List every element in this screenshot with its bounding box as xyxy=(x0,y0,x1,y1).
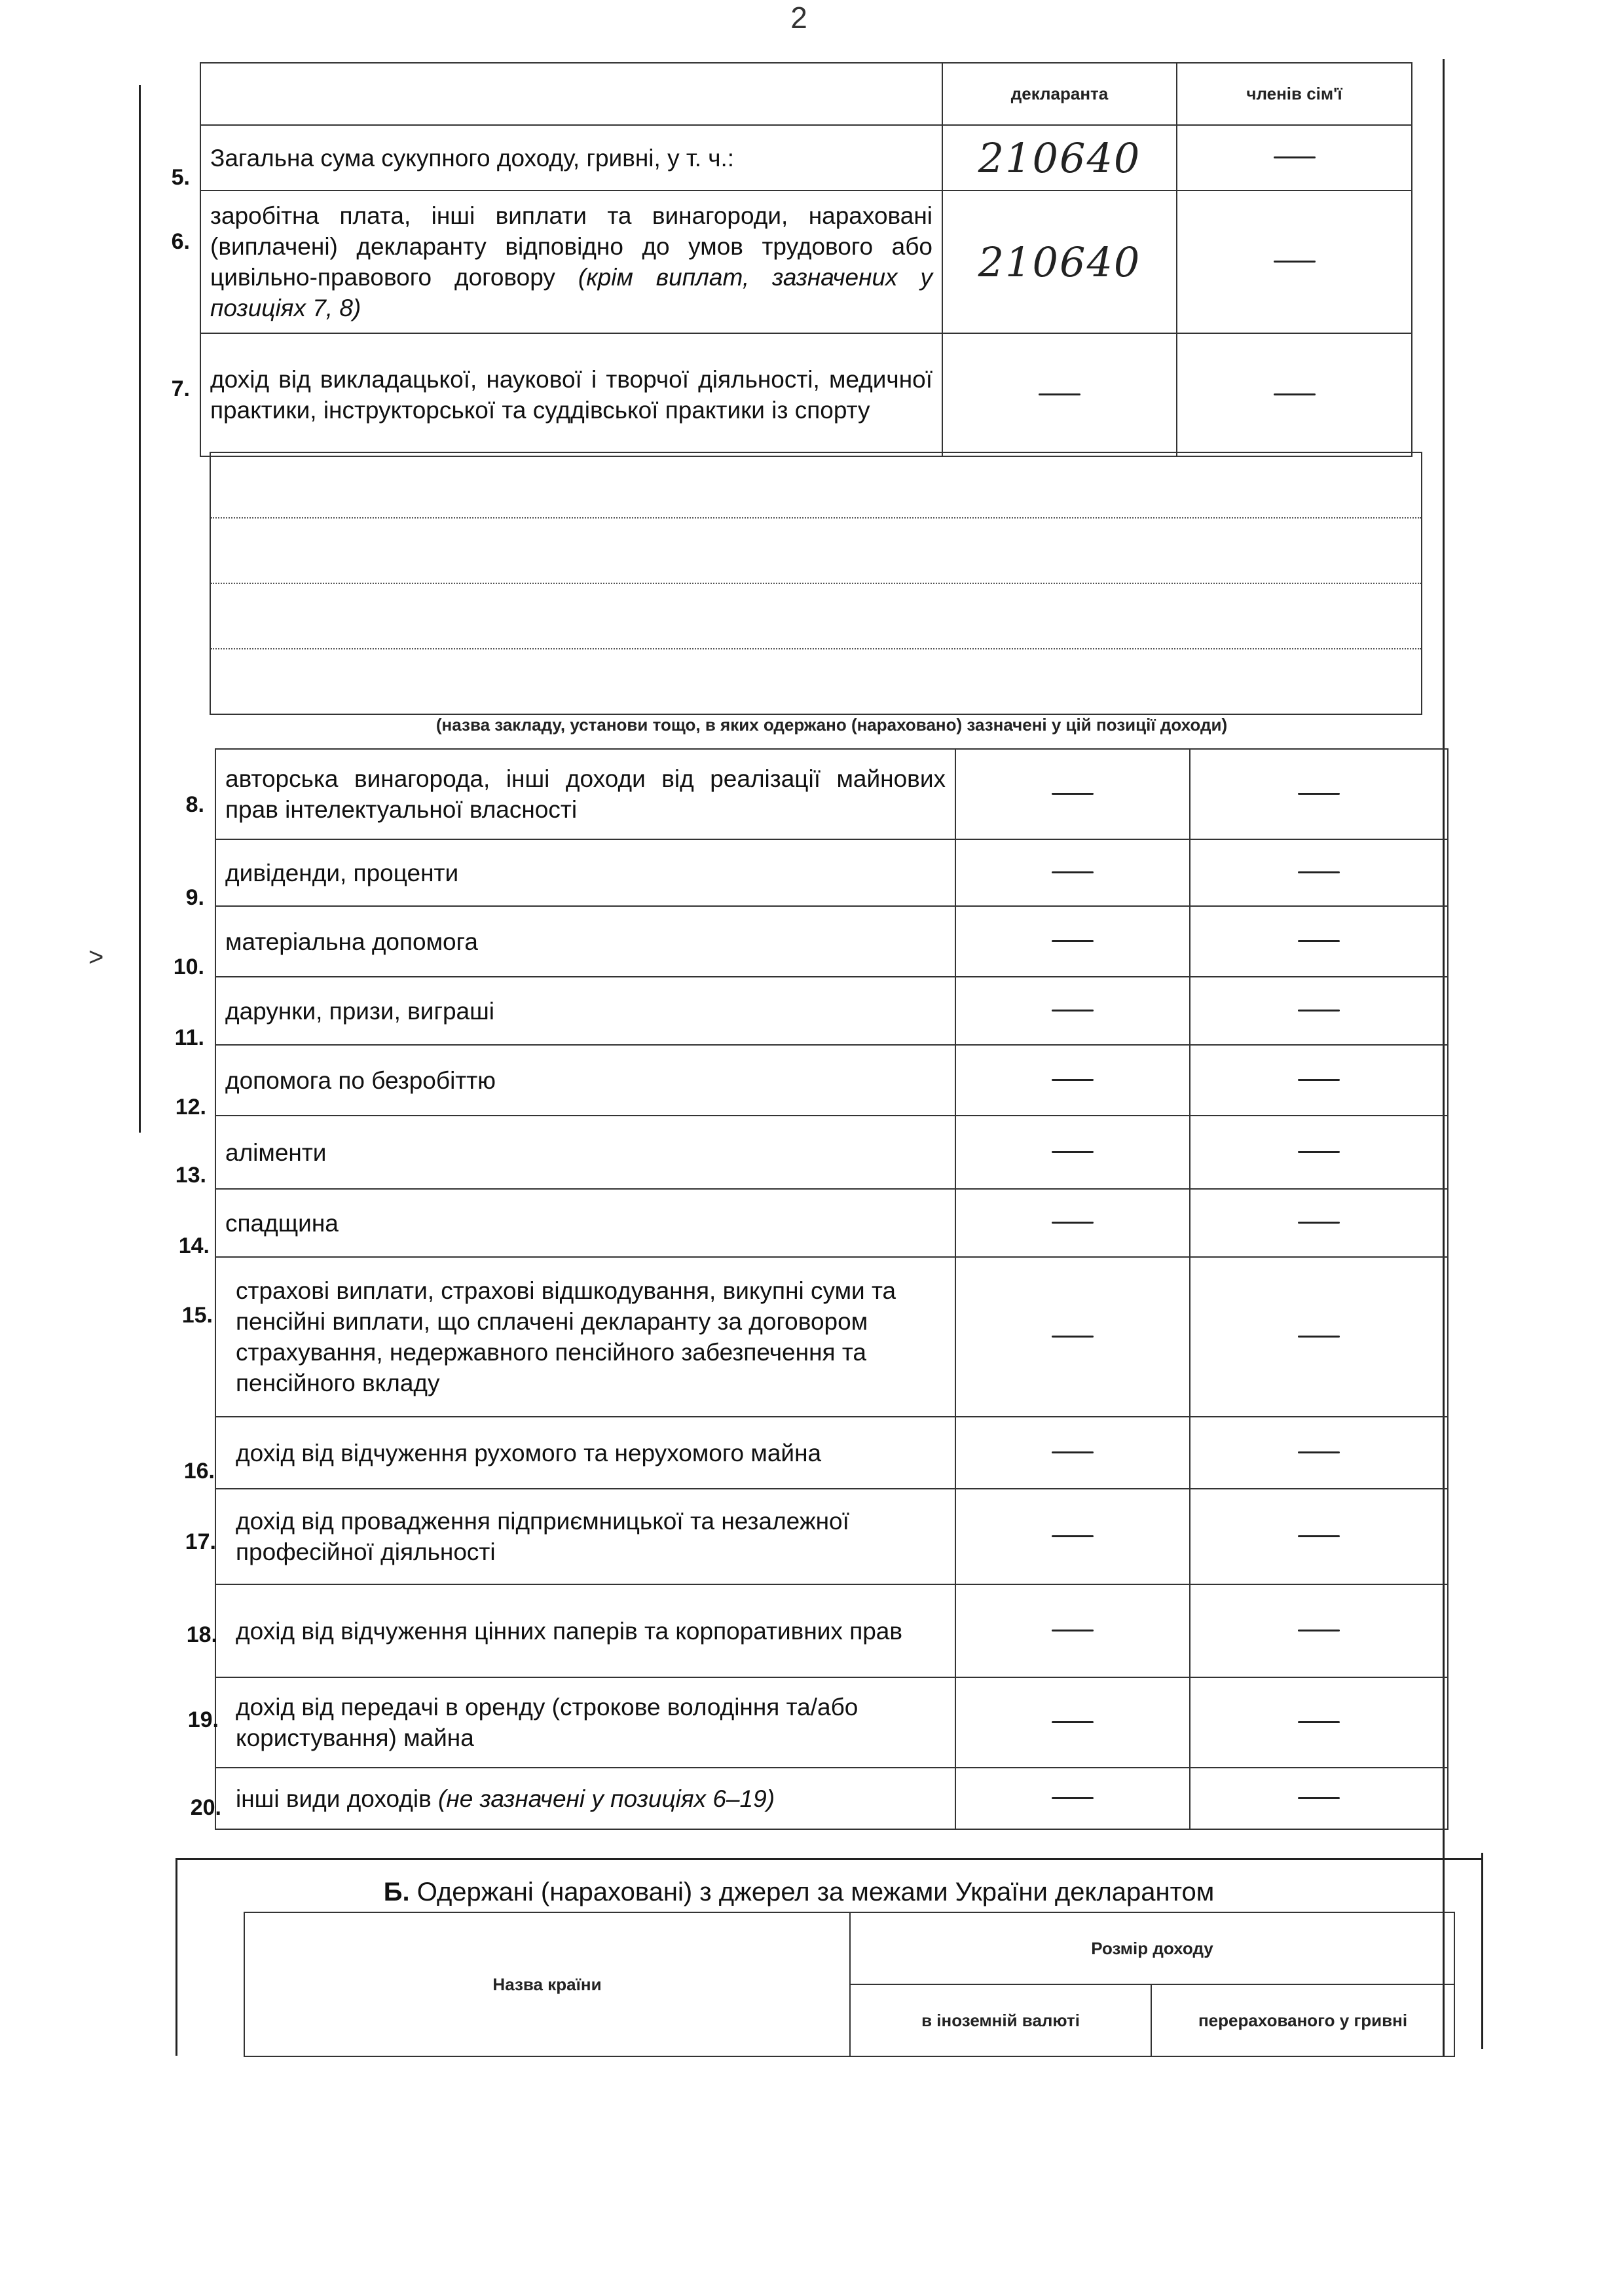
foreign-header-row-1 xyxy=(244,1912,1454,1984)
row-9-number: 9. xyxy=(185,885,204,910)
row-12 xyxy=(215,1045,1448,1116)
dash-mark xyxy=(1298,1010,1340,1011)
dash-mark xyxy=(1298,1079,1340,1081)
dash-mark xyxy=(1052,1451,1094,1453)
dash-mark xyxy=(1052,1222,1094,1224)
row-6-text xyxy=(200,191,942,333)
blank-line-cell xyxy=(210,649,1422,714)
dash-mark xyxy=(1052,1797,1094,1799)
row-10-text: матеріальна допомога xyxy=(215,906,955,977)
dash-mark xyxy=(1052,871,1094,873)
row-20-text-main: інші види доходів xyxy=(236,1785,432,1812)
row-19-family-dash xyxy=(1190,1677,1448,1768)
row-17-declarant-dash xyxy=(955,1489,1190,1584)
institution-caption: (назва закладу, установи тощо, в яких одержано (нараховано) зазначені у цій позиції доходи) xyxy=(435,715,1228,735)
row-14-text: спадщина xyxy=(215,1189,955,1257)
row-15-text: страхові виплати, страхові відшкодування, викупні суми та пенсійні виплати, що сплачені декларанту за договором страхування, недержавного пенсійного забезпечення та пенсійного вкладу xyxy=(215,1257,955,1417)
row-9 xyxy=(215,839,1448,906)
row-6-number: 6. xyxy=(171,229,190,254)
row-19-text: дохід від передачі в оренду (строкове володіння та/або користування) майна xyxy=(215,1677,955,1768)
row-9-declarant-dash xyxy=(955,839,1190,906)
dash-mark xyxy=(1052,1079,1094,1081)
frame-right-line-lower xyxy=(1481,1853,1483,2049)
section-b-heading xyxy=(275,1878,1323,1907)
dash-mark xyxy=(1298,1151,1340,1153)
dash-mark xyxy=(1298,940,1340,942)
row-9-family-dash xyxy=(1190,839,1448,906)
row-19-number: 19. xyxy=(187,1707,219,1732)
blank-line-cell xyxy=(210,452,1422,518)
row-8 xyxy=(215,749,1448,839)
dash-mark xyxy=(1298,1535,1340,1537)
dash-mark xyxy=(1052,1630,1094,1631)
row-20-text xyxy=(215,1768,955,1829)
header-family: членів сім'ї xyxy=(1177,63,1412,125)
dash-mark xyxy=(1274,156,1316,158)
row-12-declarant-dash xyxy=(955,1045,1190,1116)
dash-mark xyxy=(1298,1630,1340,1631)
frame-left-line-lower xyxy=(175,1859,177,2056)
dash-mark xyxy=(1298,1336,1340,1338)
dash-mark xyxy=(1052,1721,1094,1723)
row-5-number: 5. xyxy=(171,165,190,190)
row-6 xyxy=(200,191,1412,333)
row-6-text-italic: (крім виплат, зазначених у позиціях 7, 8) xyxy=(210,264,932,321)
row-17-family-dash xyxy=(1190,1489,1448,1584)
header-empty-cell xyxy=(200,63,942,125)
row-10-family-dash xyxy=(1190,906,1448,977)
dash-mark xyxy=(1039,393,1080,395)
row-20-text-italic: (не зазначені у позиціях 6–19) xyxy=(438,1785,775,1812)
row-14-number: 14. xyxy=(178,1233,210,1258)
row-14-family-dash xyxy=(1190,1189,1448,1257)
row-7-family-dash xyxy=(1177,333,1412,456)
dash-mark xyxy=(1298,871,1340,873)
dash-mark xyxy=(1298,793,1340,795)
blank-line xyxy=(210,649,1422,714)
row-11-family-dash xyxy=(1190,977,1448,1045)
dash-mark xyxy=(1052,940,1094,942)
row-7-declarant-dash xyxy=(942,333,1177,456)
income-table-bottom xyxy=(215,748,1449,1830)
dash-mark xyxy=(1298,1451,1340,1453)
row-6-family-dash xyxy=(1177,191,1412,333)
row-6-text-main: заробітна плата, інші виплати та винагороди, нараховані (виплачені) декларанту відповідно до умов трудового або цивільно-правового договору xyxy=(210,202,932,291)
institution-blank-lines xyxy=(210,452,1422,715)
row-7-number: 7. xyxy=(171,376,190,401)
row-19 xyxy=(215,1677,1448,1768)
dash-mark xyxy=(1052,1151,1094,1153)
row-5-family-dash xyxy=(1177,125,1412,191)
dash-mark xyxy=(1052,793,1094,795)
dash-mark xyxy=(1274,393,1316,395)
row-10-declarant-dash xyxy=(955,906,1190,977)
row-6-declarant-handwritten: 210640 xyxy=(942,191,1177,333)
row-11-text: дарунки, призи, виграші xyxy=(215,977,955,1045)
row-5-declarant-handwritten: 210640 xyxy=(942,125,1177,191)
row-8-family-dash xyxy=(1190,749,1448,839)
row-17-number: 17. xyxy=(185,1529,216,1554)
row-8-number: 8. xyxy=(185,792,204,817)
row-16-declarant-dash xyxy=(955,1417,1190,1489)
header-amount: Розмір доходу xyxy=(850,1912,1454,1984)
row-13-text: аліменти xyxy=(215,1116,955,1189)
row-20-family-dash xyxy=(1190,1768,1448,1829)
blank-line xyxy=(210,452,1422,518)
dash-mark xyxy=(1274,261,1316,263)
row-18-number: 18. xyxy=(186,1622,217,1647)
row-9-text: дивіденди, проценти xyxy=(215,839,955,906)
row-5 xyxy=(200,125,1412,191)
row-18-declarant-dash xyxy=(955,1584,1190,1677)
row-10 xyxy=(215,906,1448,977)
dash-mark xyxy=(1052,1535,1094,1537)
row-16-family-dash xyxy=(1190,1417,1448,1489)
row-15-number: 15. xyxy=(181,1303,213,1328)
margin-mark: > xyxy=(88,943,104,972)
blank-line-cell xyxy=(210,583,1422,649)
frame-separator-line xyxy=(175,1858,1482,1860)
row-8-declarant-dash xyxy=(955,749,1190,839)
row-18 xyxy=(215,1584,1448,1677)
income-table-top xyxy=(200,62,1412,457)
header-uah: перерахованого у гривні xyxy=(1151,1984,1454,2056)
row-20-number: 20. xyxy=(190,1795,221,1820)
row-17 xyxy=(215,1489,1448,1584)
header-foreign-currency: в іноземній валюті xyxy=(850,1984,1151,2056)
row-12-family-dash xyxy=(1190,1045,1448,1116)
row-5-text: Загальна сума сукупного доходу, гривні, у т. ч.: xyxy=(200,125,942,191)
row-18-family-dash xyxy=(1190,1584,1448,1677)
blank-line xyxy=(210,518,1422,583)
row-16-text: дохід від відчуження рухомого та нерухомого майна xyxy=(215,1417,955,1489)
row-15 xyxy=(215,1257,1448,1417)
row-14-declarant-dash xyxy=(955,1189,1190,1257)
row-20 xyxy=(215,1768,1448,1829)
row-15-family-dash xyxy=(1190,1257,1448,1417)
row-12-number: 12. xyxy=(175,1095,206,1120)
table-header-row xyxy=(200,63,1412,125)
row-13-declarant-dash xyxy=(955,1116,1190,1189)
row-11-number: 11. xyxy=(174,1025,204,1050)
row-11 xyxy=(215,977,1448,1045)
page-number: 2 xyxy=(790,1,807,35)
row-16 xyxy=(215,1417,1448,1489)
row-8-text: авторська винагорода, інші доходи від реалізації майнових прав інтелектуальної власності xyxy=(215,749,955,839)
dash-mark xyxy=(1052,1010,1094,1011)
dash-mark xyxy=(1298,1222,1340,1224)
row-13-number: 13. xyxy=(175,1163,206,1188)
row-13 xyxy=(215,1116,1448,1189)
row-16-number: 16. xyxy=(183,1459,215,1484)
header-declarant: декларанта xyxy=(942,63,1177,125)
row-15-declarant-dash xyxy=(955,1257,1190,1417)
row-7 xyxy=(200,333,1412,456)
row-14 xyxy=(215,1189,1448,1257)
row-12-text: допомога по безробіттю xyxy=(215,1045,955,1116)
section-b-title: Одержані (нараховані) з джерел за межами України декларантом xyxy=(416,1878,1215,1906)
dash-mark xyxy=(1298,1797,1340,1799)
blank-line-cell xyxy=(210,518,1422,583)
blank-line xyxy=(210,583,1422,649)
header-country: Назва країни xyxy=(244,1912,850,2056)
foreign-income-table xyxy=(244,1912,1455,2057)
row-13-family-dash xyxy=(1190,1116,1448,1189)
row-18-text: дохід від відчуження цінних паперів та корпоративних прав xyxy=(215,1584,955,1677)
row-11-declarant-dash xyxy=(955,977,1190,1045)
section-b-letter: Б. xyxy=(383,1878,410,1906)
row-7-text: дохід від викладацької, наукової і творчої діяльності, медичної практики, інструкторської та суддівської практики із спорту xyxy=(200,333,942,456)
row-10-number: 10. xyxy=(173,955,204,979)
row-19-declarant-dash xyxy=(955,1677,1190,1768)
row-17-text: дохід від провадження підприємницької та незалежної професійної діяльності xyxy=(215,1489,955,1584)
dash-mark xyxy=(1298,1721,1340,1723)
dash-mark xyxy=(1052,1336,1094,1338)
row-20-declarant-dash xyxy=(955,1768,1190,1829)
